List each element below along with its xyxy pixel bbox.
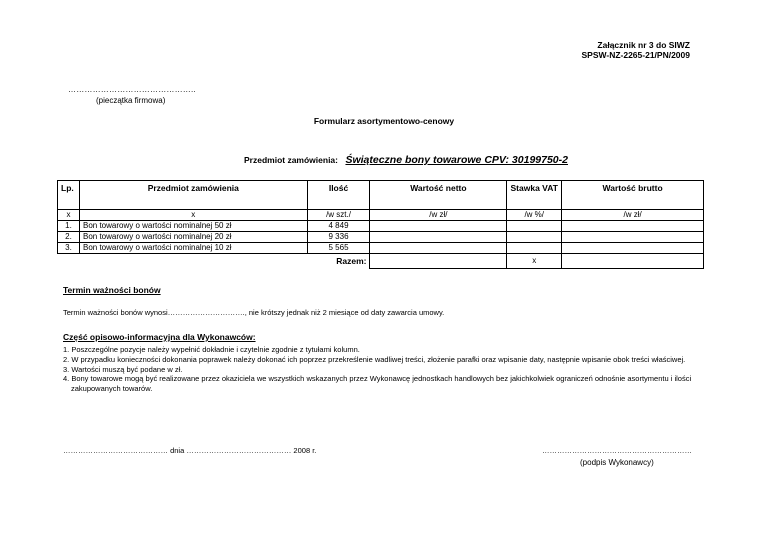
row-qty: 4 849 (307, 221, 370, 232)
row-lp: 1. (58, 221, 80, 232)
subject-value: Świąteczne bony towarowe CPV: 30199750-2 (345, 154, 568, 166)
table-header-row (58, 181, 704, 210)
total-label: Razem: (307, 254, 370, 269)
total-vat: x (507, 254, 562, 269)
row-vat[interactable] (507, 232, 562, 243)
header-lp: Lp. (58, 181, 80, 210)
info-list (63, 345, 691, 394)
total-row (58, 254, 704, 269)
validity-title: Termin ważności bonów (63, 285, 161, 295)
list-item: 1. Poszczególne pozycje należy wypełnić dokładnie i czytelnie zgodnie z tytułami kolumn. (63, 345, 360, 354)
row-net[interactable] (370, 243, 507, 254)
stamp-label: (pieczątka firmowa) (96, 96, 166, 105)
row-item: Bon towarowy o wartości nominalnej 10 zł (79, 243, 307, 254)
total-gross[interactable] (562, 254, 704, 269)
row-gross[interactable] (562, 232, 704, 243)
signature-label: (podpis Wykonawcy) (580, 458, 654, 467)
info-title: Część opisowo-informacyjna dla Wykonawców: (63, 332, 256, 342)
signature-dots: …………………………………………………… (542, 446, 692, 455)
row-lp: 3. (58, 243, 80, 254)
row-vat[interactable] (507, 243, 562, 254)
unit-item: x (79, 210, 307, 221)
row-lp: 2. (58, 232, 80, 243)
row-gross[interactable] (562, 221, 704, 232)
table-row (58, 232, 704, 243)
table-row (58, 243, 704, 254)
unit-row (58, 210, 704, 221)
price-table (57, 180, 704, 269)
unit-qty: /w szt./ (307, 210, 370, 221)
header-item: Przedmiot zamówienia (79, 181, 307, 210)
list-item: zakupowanych towarów. (71, 384, 153, 394)
list-item: 3. Wartości muszą być podane w zł. (63, 364, 183, 374)
row-vat[interactable] (507, 221, 562, 232)
row-gross[interactable] (562, 243, 704, 254)
unit-lp: x (58, 210, 80, 221)
list-item: 4. Bony towarowe mogą być realizowane przez okaziciela we wszystkich wskazanych przez Wykonawcę jednostkach handlowych bez jakichkolwiek ograniczeń odnośnie asortymentu i ilości (63, 374, 692, 384)
list-item: 2. W przypadku konieczności dokonania poprawek należy dokonać ich poprzez przekreślenie wadliwej treści, złożenie parafki oraz wpisanie daty, następnie wpisanie obok treści właściwej. (63, 354, 686, 364)
row-qty: 5 565 (307, 243, 370, 254)
row-qty: 9 336 (307, 232, 370, 243)
unit-net: /w zł/ (370, 210, 507, 221)
row-net[interactable] (370, 221, 507, 232)
subject (244, 150, 568, 168)
validity-text: Termin ważności bonów wynosi…………………………., nie krótszy jednak niż 2 miesiące od daty zawarcia umowy. (63, 308, 445, 317)
row-net[interactable] (370, 232, 507, 243)
header-vat: Stawka VAT (507, 181, 562, 210)
attachment-label: Załącznik nr 3 do SIWZ (597, 40, 690, 50)
header-net: Wartość netto (370, 181, 507, 210)
total-net[interactable] (370, 254, 507, 269)
unit-vat: /w %/ (507, 210, 562, 221)
header-qty: Ilość (307, 181, 370, 210)
date-line: …………………………………… dnia …………………………………… 2008 r. (63, 446, 317, 455)
row-item: Bon towarowy o wartości nominalnej 20 zł (79, 232, 307, 243)
table-row (58, 221, 704, 232)
subject-label: Przedmiot zamówienia: (244, 155, 338, 165)
header-gross: Wartość brutto (562, 181, 704, 210)
row-item: Bon towarowy o wartości nominalnej 50 zł (79, 221, 307, 232)
form-title: Formularz asortymentowo-cenowy (313, 116, 455, 126)
reference-number: SPSW-NZ-2265-21/PN/2009 (581, 50, 690, 60)
unit-gross: /w zł/ (562, 210, 704, 221)
stamp-dots: ……………………………………….. (68, 85, 196, 94)
